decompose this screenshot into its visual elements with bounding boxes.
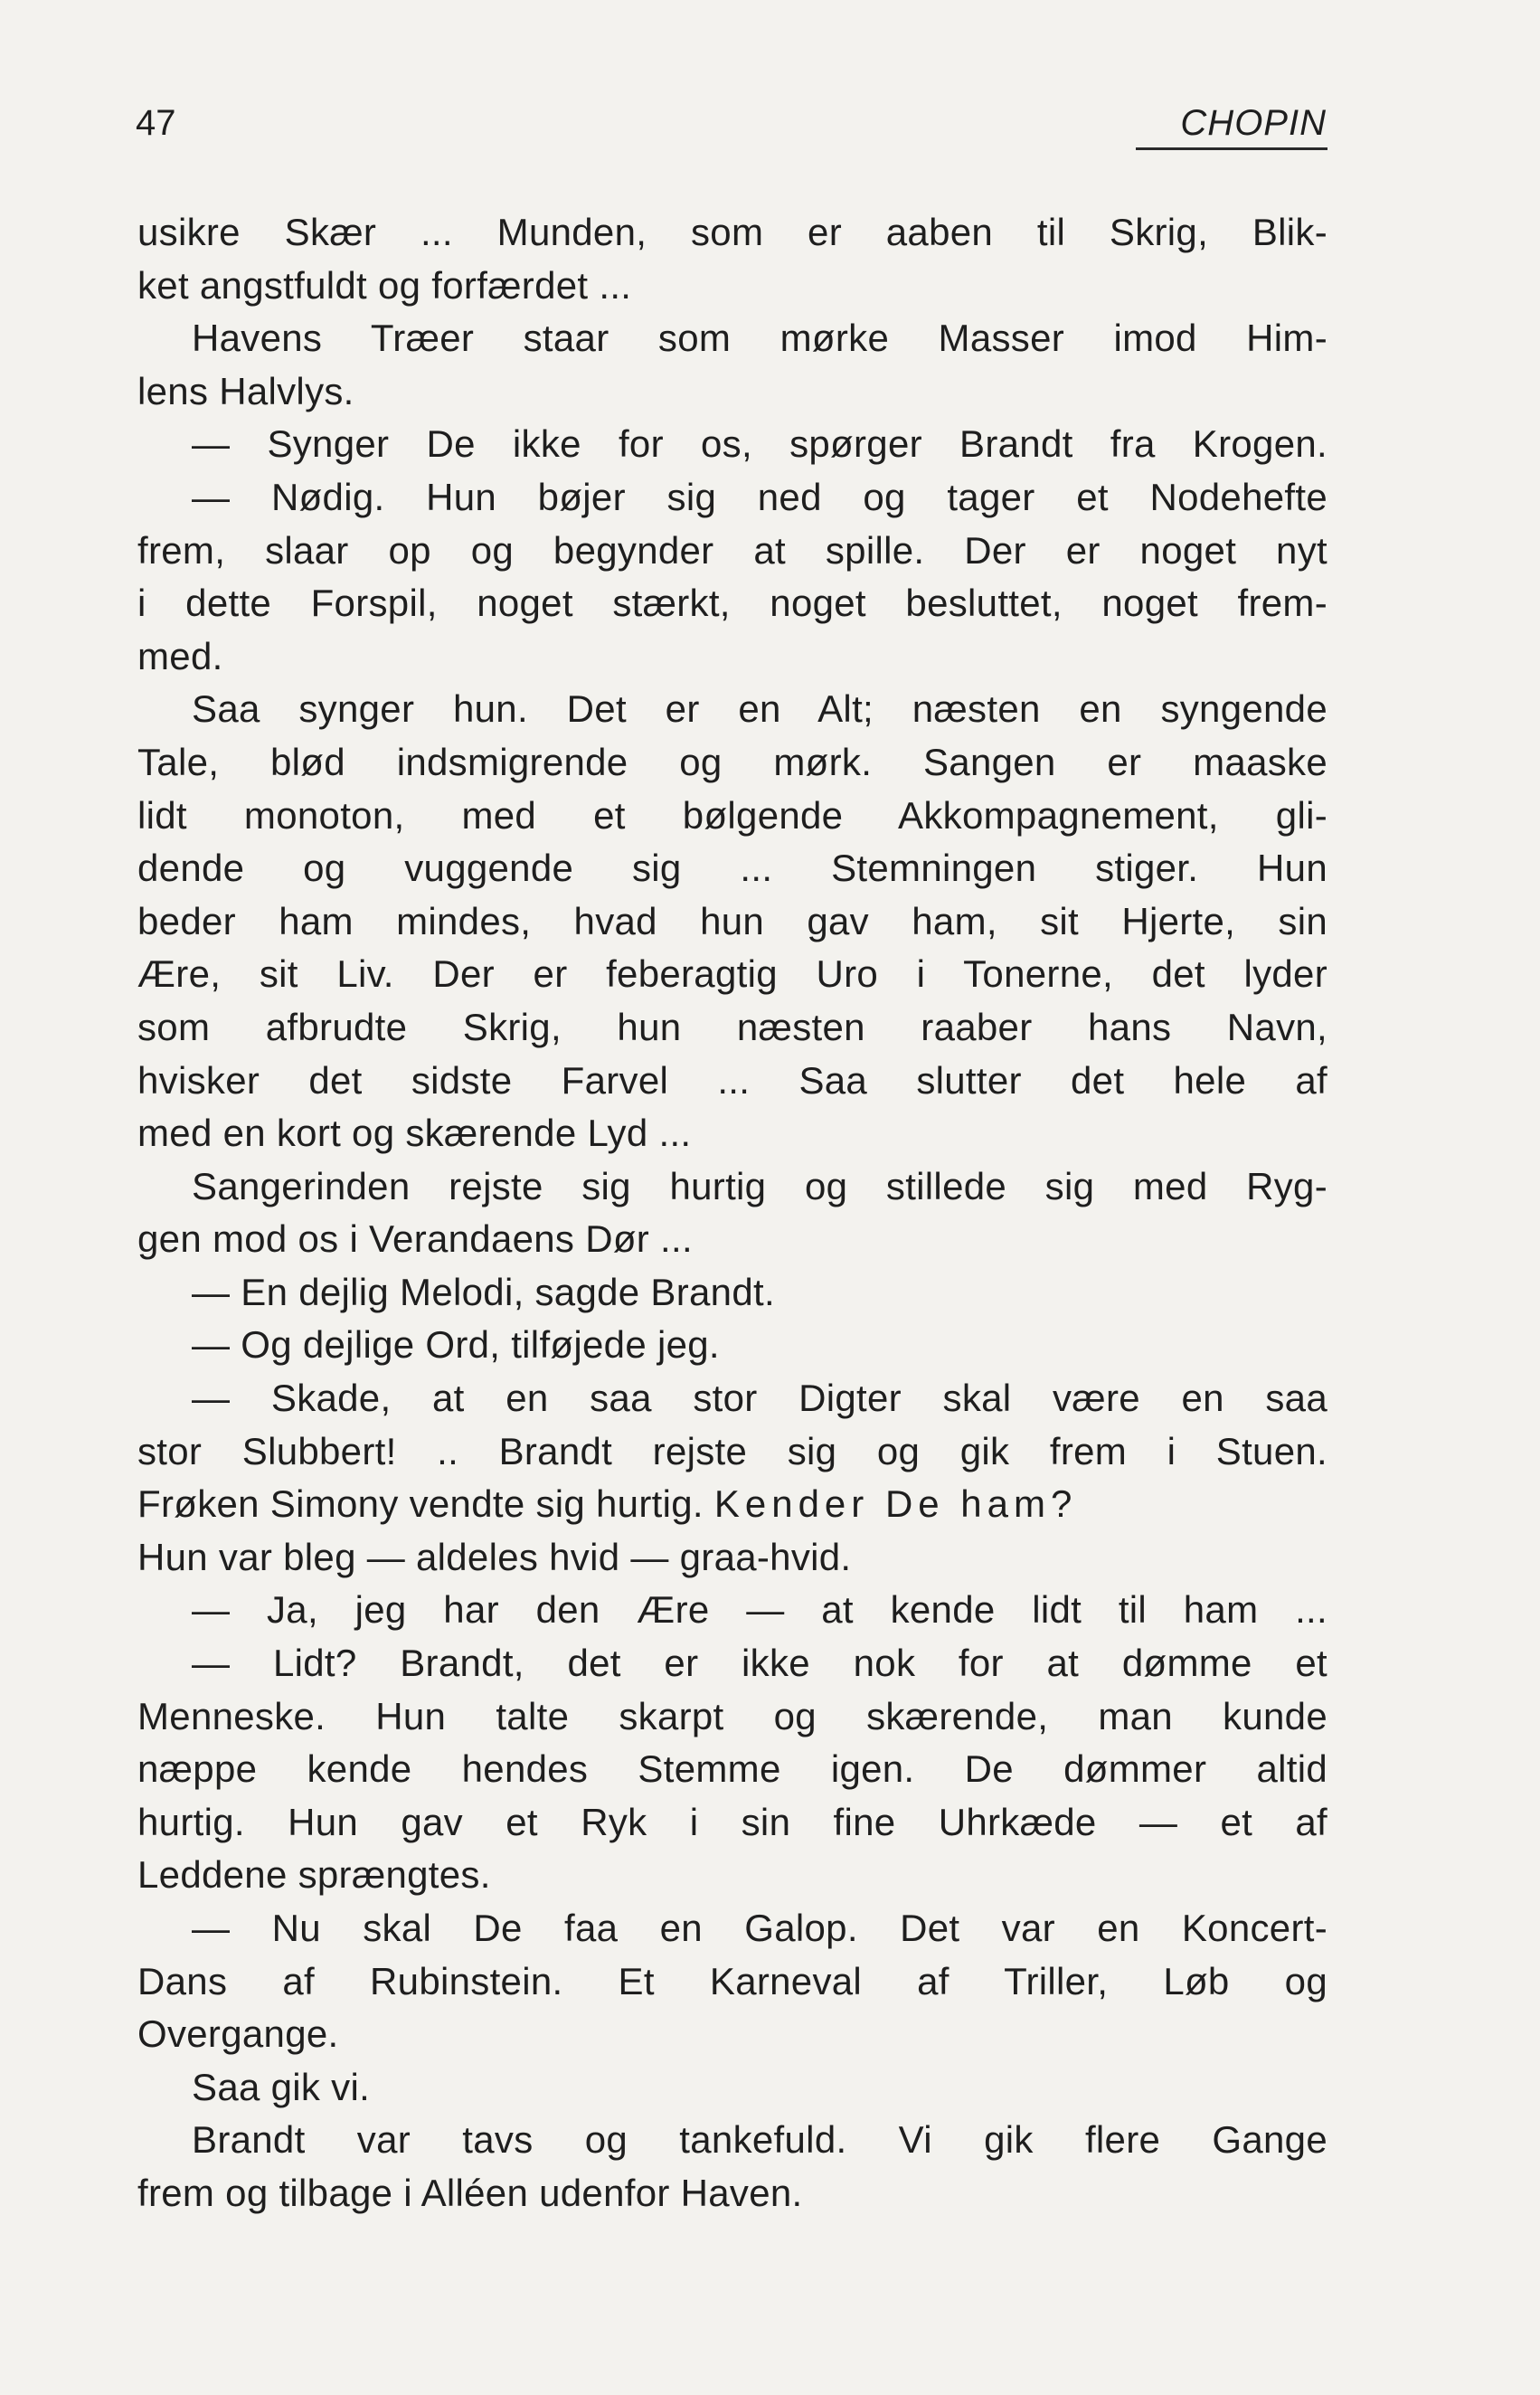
- text-line: Ære, sit Liv. Der er feberagtig Uro i Tonerne, det lyder: [137, 952, 1327, 996]
- text-line: med.: [137, 634, 223, 677]
- text-line: usikre Skær ... Munden, som er aaben til Skrig, Blik-: [137, 211, 1327, 253]
- text-line: — En dejlig Melodi, sagde Brandt.: [192, 1270, 775, 1313]
- text-line: hurtig. Hun gav et Ryk i sin fine Uhrkæde — et af: [137, 1800, 1327, 1843]
- text-line: Leddene sprængtes.: [137, 1853, 491, 1897]
- text-line: beder ham mindes, hvad hun gav ham, sit Hjerte, sin: [137, 899, 1327, 942]
- text-line: [137, 1478, 1327, 1531]
- text-line: — Og dejlige Ord, tilføjede jeg.: [192, 1323, 720, 1367]
- running-head: CHOPIN: [1180, 103, 1327, 143]
- text-line: frem, slaar op og begynder at spille. Der er noget nyt: [137, 528, 1327, 572]
- text-line: lens Halvlys.: [137, 369, 354, 412]
- text-line: Saa synger hun. Det er en Alt; næsten en syngende: [192, 687, 1327, 731]
- page-number: 47: [136, 103, 176, 143]
- text-line: frem og tilbage i Alléen udenfor Haven.: [137, 2171, 803, 2214]
- text-line: i dette Forspil, noget stærkt, noget besluttet, noget frem-: [137, 582, 1327, 625]
- text-line: Brandt var tavs og tankefuld. Vi gik flere Gange: [192, 2118, 1327, 2162]
- text-line: Havens Træer staar som mørke Masser imod Him-: [192, 317, 1327, 360]
- text-line: — Synger De ikke for os, spørger Brandt fra Krogen.: [192, 422, 1327, 466]
- text-line: Sangerinden rejste sig hurtig og stillede sig med Ryg-: [192, 1164, 1327, 1207]
- text-line: lidt monoton, med et bølgende Akkompagnement, gli-: [137, 793, 1327, 837]
- text-line: — Nu skal De faa en Galop. Det var en Koncert-: [192, 1907, 1327, 1949]
- running-head-rule: [1136, 147, 1327, 150]
- text-line: Hun var bleg — aldeles hvid — graa-hvid.: [137, 1535, 852, 1578]
- text-line: — Ja, jeg har den Ære — at kende lidt til ham ...: [192, 1588, 1327, 1632]
- text-line: Menneske. Hun talte skarpt og skærende, man kunde: [137, 1694, 1327, 1737]
- text-line: — Nødig. Hun bøjer sig ned og tager et Nodehefte: [192, 475, 1327, 518]
- text-line: gen mod os i Verandaens Dør ...: [137, 1217, 693, 1261]
- text-line: næppe kende hendes Stemme igen. De dømmer altid: [137, 1747, 1327, 1791]
- text-line: Dans af Rubinstein. Et Karneval af Triller, Løb og: [137, 1959, 1327, 2002]
- text-line: dende og vuggende sig ... Stemningen stiger. Hun: [137, 847, 1327, 890]
- text-line: hvisker det sidste Farvel ... Saa slutter det hele af: [137, 1058, 1327, 1102]
- text-line: Overgange.: [137, 2012, 339, 2056]
- text-line: — Lidt? Brandt, det er ikke nok for at dømme et: [192, 1642, 1327, 1685]
- text-segment: Frøken Simony vendte sig hurtig.: [137, 1482, 704, 1526]
- text-line: med en kort og skærende Lyd ...: [137, 1112, 692, 1155]
- text-line: — Skade, at en saa stor Digter skal være en saa: [192, 1377, 1327, 1420]
- text-line: som afbrudte Skrig, hun næsten raaber hans Navn,: [137, 1005, 1327, 1048]
- text-line: Tale, blød indsmigrende og mørk. Sangen er maaske: [137, 740, 1327, 783]
- text-line: ket angstfuldt og forfærdet ...: [137, 263, 632, 307]
- spaced-emphasis: Kender De ham?: [713, 1482, 1078, 1526]
- text-line: stor Slubbert! .. Brandt rejste sig og gik frem i Stuen.: [137, 1429, 1327, 1472]
- body-text: [137, 206, 1327, 2220]
- text-line: Saa gik vi.: [192, 2065, 371, 2108]
